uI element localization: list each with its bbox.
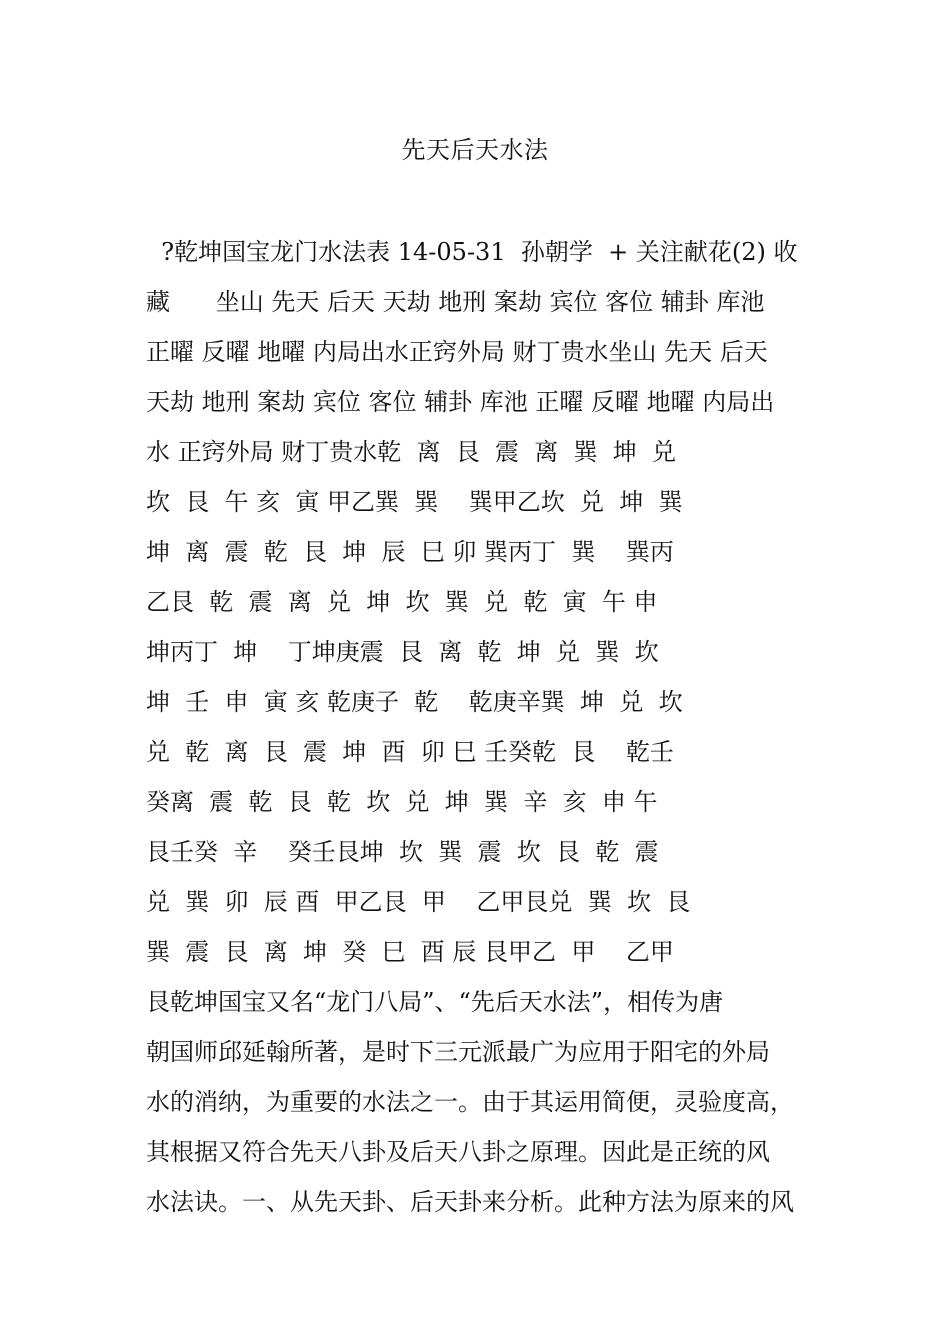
body-line: 坎 艮 午 亥 寅 甲乙巽 巽 巽甲乙坎 兑 坤 巽 bbox=[146, 488, 683, 516]
body-line: 天劫 地刑 案劫 宾位 客位 辅卦 库池 正曜 反曜 地曜 内局出 bbox=[146, 388, 775, 416]
body-line: 乙艮 乾 震 离 兑 坤 坎 巽 兑 乾 寅 午 申 bbox=[146, 588, 658, 616]
body-line: 巽 震 艮 离 坤 癸 巳 酉 辰 艮甲乙 甲 乙甲 bbox=[146, 938, 674, 966]
body-line: 朝国师邱延翰所著，是时下三元派最广为应用于阳宅的外局 bbox=[146, 1038, 770, 1066]
document-body bbox=[146, 227, 810, 1227]
body-line: 癸离 震 乾 艮 乾 坎 兑 坤 巽 辛 亥 申 午 bbox=[146, 788, 658, 816]
body-line: 正曜 反曜 地曜 内局出水正窍外局 财丁贵水坐山 先天 后天 bbox=[146, 338, 768, 366]
document-title: 先天后天水法 bbox=[401, 136, 549, 164]
body-line: 水 正窍外局 财丁贵水乾 离 艮 震 离 巽 坤 兑 bbox=[146, 438, 677, 466]
body-line: 艮乾坤国宝又名“龙门八局”、“先后天水法”，相传为唐 bbox=[146, 988, 724, 1016]
body-line: 兑 乾 离 艮 震 坤 酉 卯 巳 壬癸乾 艮 乾壬 bbox=[146, 738, 674, 766]
body-line: 艮壬癸 辛 癸壬艮坤 坎 巽 震 坎 艮 乾 震 bbox=[146, 838, 659, 866]
body-line: 其根据又符合先天八卦及后天八卦之原理。因此是正统的风 bbox=[146, 1138, 770, 1166]
body-line: 水法诀。一、从先天卦、后天卦来分析。此种方法为原来的风 bbox=[146, 1188, 794, 1216]
body-line: 坤丙丁 坤 丁坤庚震 艮 离 乾 坤 兑 巽 坎 bbox=[146, 638, 659, 666]
body-line: ?乾坤国宝龙门水法表 14-05-31 孙朝学 + 关注献花(2) 收 bbox=[146, 238, 798, 266]
body-line: 兑 巽 卯 辰 酉 甲乙艮 甲 乙甲艮兑 巽 坎 艮 bbox=[146, 888, 691, 916]
body-line: 坤 壬 申 寅 亥 乾庚子 乾 乾庚辛巽 坤 兑 坎 bbox=[146, 688, 683, 716]
body-line: 藏 坐山 先天 后天 天劫 地刑 案劫 宾位 客位 辅卦 库池 bbox=[146, 288, 765, 316]
body-line: 水的消纳，为重要的水法之一。由于其运用简便，灵验度高， bbox=[146, 1088, 794, 1116]
body-line: 坤 离 震 乾 艮 坤 辰 巳 卯 巽丙丁 巽 巽丙 bbox=[146, 538, 674, 566]
